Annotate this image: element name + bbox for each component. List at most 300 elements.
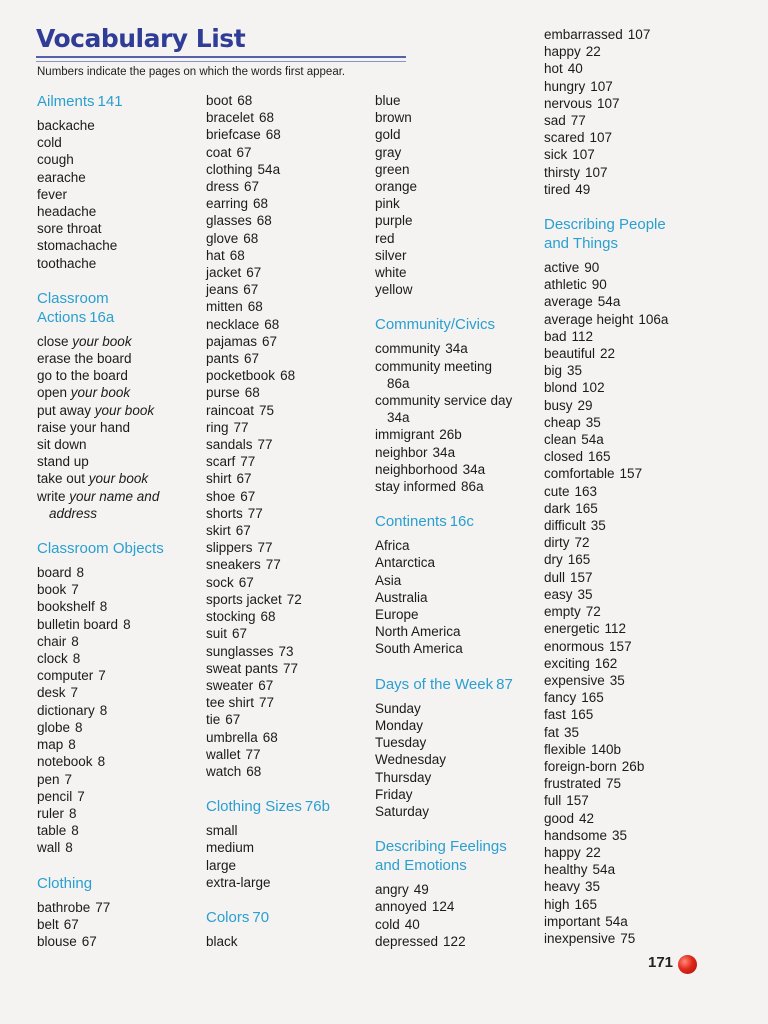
page-ref: 165 xyxy=(581,690,604,706)
word-list xyxy=(206,933,366,950)
section-colors-continued xyxy=(375,92,540,298)
vocab-word: busy xyxy=(544,397,573,413)
section-feelings xyxy=(375,837,540,950)
page-ref: 73 xyxy=(278,643,294,659)
page-ref: 77 xyxy=(259,695,275,711)
page-number: 171 xyxy=(648,954,674,971)
vocab-word: full xyxy=(544,793,562,809)
vocab-word: dry xyxy=(544,552,563,568)
vocab-item xyxy=(37,667,197,684)
vocab-word: fast xyxy=(544,707,566,723)
vocab-word: shoe xyxy=(206,488,236,504)
vocab-word: energetic xyxy=(544,621,600,637)
vocab-item xyxy=(206,522,366,539)
vocab-item xyxy=(206,316,366,333)
vocab-word: scarf xyxy=(206,454,236,470)
section-heading: Community/Civics xyxy=(375,316,496,334)
vocab-item xyxy=(206,625,366,642)
vocab-item: large xyxy=(206,857,237,873)
vocab-word: fat xyxy=(544,724,560,740)
section-heading: Classroom Objects xyxy=(37,540,164,558)
vocab-item: Wednesday xyxy=(375,752,447,768)
section-clothing xyxy=(37,874,197,951)
page-ref: 34a xyxy=(387,410,410,426)
vocab-word: closed xyxy=(544,449,584,465)
word-list xyxy=(37,333,197,522)
vocab-word: tee shirt xyxy=(206,695,255,711)
vocab-word: easy xyxy=(544,586,573,602)
page-ref: 106a xyxy=(638,311,669,327)
vocab-item: Asia xyxy=(375,572,402,588)
page-ref: 77 xyxy=(257,540,273,556)
vocab-word: inexpensive xyxy=(544,930,616,946)
vocab-item: Sunday xyxy=(375,700,421,716)
vocab-item xyxy=(544,328,744,345)
vocab-item: South America xyxy=(375,641,463,657)
vocab-item xyxy=(37,805,197,822)
page-ref: 67 xyxy=(81,933,97,949)
vocab-item xyxy=(544,741,744,758)
section-feelings-continued xyxy=(544,26,744,198)
vocab-word: foreign-born xyxy=(544,758,617,774)
vocab-word: fancy xyxy=(544,690,577,706)
page-ref: 77 xyxy=(283,660,299,676)
vocab-item: Thursday xyxy=(375,769,432,785)
vocab-item xyxy=(206,367,366,384)
vocab-item xyxy=(206,763,366,780)
vocab-word: sad xyxy=(544,113,566,129)
vocab-word: chair xyxy=(37,633,67,649)
vocab-item xyxy=(375,426,540,443)
vocab-word: ruler xyxy=(37,805,65,821)
page-ref: 107 xyxy=(627,27,651,42)
page-ref: 35 xyxy=(585,879,601,895)
page-ref: 75 xyxy=(606,776,622,792)
section-clothing-continued xyxy=(206,92,366,780)
vocab-item xyxy=(544,878,744,895)
vocab-item xyxy=(375,375,540,392)
page-ref: 8 xyxy=(97,754,106,770)
column-3 xyxy=(375,92,540,967)
vocab-item xyxy=(37,633,197,650)
vocab-word: purse xyxy=(206,385,240,401)
vocab-word: sweat pants xyxy=(206,660,279,676)
page-ref: 68 xyxy=(256,213,272,229)
page-ref: 72 xyxy=(574,535,590,551)
vocab-word: athletic xyxy=(544,277,587,293)
section-heading: Classroom Actions 16a xyxy=(37,289,115,326)
vocab-item xyxy=(375,898,540,915)
page-ref: 67 xyxy=(236,144,252,160)
vocab-item xyxy=(544,146,744,163)
page-ref: 162 xyxy=(594,655,618,671)
vocab-word: cold xyxy=(375,916,400,932)
vocab-item: cough xyxy=(37,152,74,168)
vocab-item: raise your hand xyxy=(37,419,131,435)
vocab-word: blond xyxy=(544,380,578,396)
vocab-word: mitten xyxy=(206,299,243,315)
page-ref: 165 xyxy=(588,449,611,465)
vocab-item xyxy=(544,827,744,844)
vocab-word: thirsty xyxy=(544,164,581,180)
vocab-word: bookshelf xyxy=(37,599,95,615)
section-describing-people xyxy=(544,215,744,947)
vocab-item xyxy=(544,638,744,655)
vocab-word: high xyxy=(544,896,570,912)
vocab-word: clean xyxy=(544,432,577,448)
vocab-word: briefcase xyxy=(206,127,261,143)
section-heading: Clothing xyxy=(37,874,93,892)
vocab-word: neighborhood xyxy=(375,461,458,477)
page-ref: 107 xyxy=(585,164,608,180)
vocab-item xyxy=(544,792,744,809)
vocab-item xyxy=(206,178,366,195)
vocab-word: boot xyxy=(206,93,233,108)
page-ref: 90 xyxy=(591,277,607,293)
vocab-word: hat xyxy=(206,247,225,263)
vocab-word: average xyxy=(544,294,593,310)
vocab-word: wall xyxy=(37,840,61,856)
page-ref: 34a xyxy=(432,444,456,460)
page-ref: 68 xyxy=(244,385,260,401)
vocab-item: purple xyxy=(375,213,413,229)
page-ref: 67 xyxy=(63,916,79,932)
vocab-word: pocketbook xyxy=(206,368,276,384)
page-ref: 112 xyxy=(571,328,594,344)
vocab-item xyxy=(37,788,197,805)
vocab-word: pajamas xyxy=(206,333,258,349)
page-ref: 54a xyxy=(581,432,604,448)
vocab-word: notebook xyxy=(37,754,93,770)
vocab-item: Saturday xyxy=(375,803,430,819)
vocab-word: dark xyxy=(544,500,571,516)
page-ref: 68 xyxy=(262,729,278,745)
vocab-item xyxy=(375,461,540,478)
vocab-item xyxy=(544,26,744,43)
vocab-item xyxy=(544,362,744,379)
vocab-item xyxy=(206,470,366,487)
vocab-item: Friday xyxy=(375,786,413,802)
vocab-item xyxy=(37,684,197,701)
page-ref: 7 xyxy=(77,788,85,804)
vocab-word: depressed xyxy=(375,933,439,949)
page-ref: 67 xyxy=(258,677,274,693)
column-2 xyxy=(206,92,366,967)
vocab-word: umbrella xyxy=(206,729,258,745)
vocab-word: skirt xyxy=(206,523,231,539)
vocab-word: pencil xyxy=(37,788,73,804)
vocab-item xyxy=(206,195,366,212)
vocab-word: heavy xyxy=(544,879,581,895)
page-ref: 163 xyxy=(574,483,598,499)
page-title: Vocabulary List xyxy=(36,24,246,53)
vocab-word: slippers xyxy=(206,540,253,556)
page-ref: 54a xyxy=(592,862,616,878)
vocab-word: dirty xyxy=(544,535,570,551)
vocab-word: bulletin board xyxy=(37,616,119,632)
vocab-item xyxy=(37,933,197,950)
vocab-word: suit xyxy=(206,626,228,642)
vocab-item: Africa xyxy=(375,538,410,554)
vocab-item xyxy=(544,930,744,947)
vocab-item xyxy=(544,861,744,878)
section-heading: Continents 16c xyxy=(375,513,474,531)
vocab-item xyxy=(375,358,540,375)
vocab-item: red xyxy=(375,230,395,246)
vocab-item xyxy=(37,736,197,753)
page-ref: 77 xyxy=(245,746,261,762)
page-ref: 8 xyxy=(76,565,85,581)
page-ref: 90 xyxy=(584,260,600,276)
page-ref: 35 xyxy=(590,518,606,534)
page-ref: 68 xyxy=(229,247,245,263)
vocab-item xyxy=(37,581,197,598)
vocab-item xyxy=(206,591,366,608)
vocab-item xyxy=(37,771,197,788)
page-ref: 77 xyxy=(265,557,281,573)
vocab-item xyxy=(206,711,366,728)
vocab-item xyxy=(544,129,744,146)
vocab-word: enormous xyxy=(544,638,605,654)
page-ref: 26b xyxy=(621,758,645,774)
vocab-word: good xyxy=(544,810,575,826)
word-list xyxy=(375,881,540,950)
vocab-item xyxy=(206,488,366,505)
vocab-word: sneakers xyxy=(206,557,261,573)
page-ref: 124 xyxy=(431,899,455,915)
page-ref: 68 xyxy=(265,127,281,143)
vocab-word: important xyxy=(544,913,601,929)
page-ref: 77 xyxy=(257,437,273,453)
vocab-item xyxy=(206,109,366,126)
vocab-word: cheap xyxy=(544,414,581,430)
vocab-word: community service day xyxy=(375,393,513,409)
vocab-item xyxy=(37,564,197,581)
word-list xyxy=(544,26,744,198)
vocab-item xyxy=(544,112,744,129)
vocab-item xyxy=(375,478,540,495)
vocab-item: green xyxy=(375,161,410,177)
vocab-item xyxy=(37,753,197,770)
section-heading: Clothing Sizes 76b xyxy=(206,798,330,816)
vocab-item xyxy=(206,694,366,711)
vocab-word: hungry xyxy=(544,78,586,94)
page-ref: 68 xyxy=(280,368,296,384)
vocab-item: medium xyxy=(206,840,255,856)
vocab-item: cold xyxy=(37,135,62,151)
vocab-word: shorts xyxy=(206,505,243,521)
vocab-item xyxy=(544,448,744,465)
vocab-word: empty xyxy=(544,604,581,620)
vocab-word: jeans xyxy=(206,282,239,298)
section-days-of-week xyxy=(375,675,540,820)
red-dot-icon xyxy=(678,955,697,974)
page-ref: 107 xyxy=(597,95,620,111)
vocab-item xyxy=(544,276,744,293)
vocab-word: scared xyxy=(544,130,585,146)
section-heading: Days of the Week 87 xyxy=(375,675,513,693)
page-ref: 49 xyxy=(575,181,591,197)
page-ref: 75 xyxy=(620,930,636,946)
vocab-item: stand up xyxy=(37,454,89,470)
page-ref: 68 xyxy=(260,609,276,625)
vocab-item xyxy=(544,586,744,603)
vocab-item xyxy=(206,126,366,143)
page-ref: 165 xyxy=(567,552,591,568)
vocab-item xyxy=(544,517,744,534)
page-ref: 7 xyxy=(71,582,79,598)
vocab-item: erase the board xyxy=(37,351,132,367)
vocab-item: put away your book xyxy=(37,402,155,418)
page-ref: 107 xyxy=(590,78,613,94)
page-ref: 8 xyxy=(65,840,73,856)
word-list xyxy=(544,259,744,947)
vocab-item: gray xyxy=(375,144,402,160)
vocab-item xyxy=(544,689,744,706)
vocab-item: Europe xyxy=(375,607,419,623)
vocab-item xyxy=(206,281,366,298)
page-ref: 54a xyxy=(597,294,621,310)
vocab-item xyxy=(544,345,744,362)
vocab-word: desk xyxy=(37,685,66,701)
vocab-item xyxy=(375,409,540,426)
page-ref: 54a xyxy=(605,913,628,929)
page-ref: 68 xyxy=(264,316,280,332)
page-ref: 140b xyxy=(591,741,622,757)
section-classroom-actions xyxy=(37,289,197,522)
vocab-item xyxy=(206,247,366,264)
vocab-word: pants xyxy=(206,351,240,367)
vocab-item: open your book xyxy=(37,385,131,401)
page-ref: 68 xyxy=(237,93,253,108)
word-list xyxy=(206,92,366,780)
page-ref: 35 xyxy=(564,724,580,740)
vocab-item xyxy=(544,483,744,500)
vocab-item xyxy=(544,60,744,77)
vocab-item xyxy=(544,379,744,396)
vocab-item xyxy=(544,655,744,672)
page-ref: 157 xyxy=(570,569,593,585)
page-ref: 68 xyxy=(243,230,259,246)
vocab-word: belt xyxy=(37,916,59,932)
vocab-item xyxy=(544,397,744,414)
vocab-item xyxy=(206,384,366,401)
vocab-item: sore throat xyxy=(37,221,102,237)
vocab-item xyxy=(37,598,197,615)
vocab-item xyxy=(544,95,744,112)
page-ref: 77 xyxy=(247,505,263,521)
page-ref: 35 xyxy=(577,586,593,602)
vocab-word: hot xyxy=(544,61,563,77)
vocab-word: active xyxy=(544,260,580,276)
vocab-item xyxy=(544,551,744,568)
page-ref: 67 xyxy=(235,523,251,539)
vocab-word: sports jacket xyxy=(206,591,282,607)
vocab-item: stomachache xyxy=(37,238,118,254)
vocab-word: stay informed xyxy=(375,479,457,495)
vocab-word: angry xyxy=(375,882,409,898)
vocab-word: table xyxy=(37,823,67,839)
page-ref: 165 xyxy=(574,896,598,912)
vocab-word: dull xyxy=(544,569,566,585)
page-ref: 35 xyxy=(612,827,628,843)
vocab-item xyxy=(544,43,744,60)
page-ref: 54a xyxy=(257,161,281,177)
page-ref: 165 xyxy=(575,500,598,516)
page-ref: 7 xyxy=(98,668,106,684)
vocab-word: average height xyxy=(544,311,634,327)
vocab-item: black xyxy=(206,933,238,949)
vocab-word: ring xyxy=(206,419,229,435)
vocab-item xyxy=(375,916,540,933)
vocab-item xyxy=(37,822,197,839)
vocab-item xyxy=(206,298,366,315)
vocab-item: North America xyxy=(375,624,461,640)
vocab-item xyxy=(37,702,197,719)
page-ref: 75 xyxy=(259,402,275,418)
page-ref: 67 xyxy=(244,179,260,195)
vocab-word: wallet xyxy=(206,746,241,762)
vocab-item xyxy=(375,444,540,461)
page-ref: 8 xyxy=(99,702,108,718)
page-ref: 67 xyxy=(262,333,278,349)
section-community xyxy=(375,315,540,495)
vocab-item xyxy=(206,746,366,763)
page-ref: 22 xyxy=(585,44,601,60)
page-ref: 22 xyxy=(600,346,616,362)
vocab-item xyxy=(206,677,366,694)
vocab-item xyxy=(544,706,744,723)
vocab-item xyxy=(544,672,744,689)
vocab-item xyxy=(544,181,744,198)
word-list xyxy=(37,564,197,856)
vocab-item xyxy=(206,144,366,161)
vocab-item: yellow xyxy=(375,282,413,298)
vocab-word: happy xyxy=(544,844,581,860)
page-ref: 8 xyxy=(69,805,77,821)
vocab-word: expensive xyxy=(544,672,605,688)
vocab-word: book xyxy=(37,582,67,598)
vocab-item: earache xyxy=(37,169,86,185)
vocab-item: toothache xyxy=(37,255,97,271)
page-ref: 77 xyxy=(240,454,256,470)
vocab-item xyxy=(37,839,197,856)
vocab-item xyxy=(206,505,366,522)
page-ref: 8 xyxy=(99,599,108,615)
page-ref: 34a xyxy=(462,461,486,477)
page-ref: 7 xyxy=(64,771,73,787)
vocab-item xyxy=(206,539,366,556)
page-ref: 72 xyxy=(286,591,302,607)
page-ref: 107 xyxy=(589,130,613,146)
vocab-word: sick xyxy=(544,147,568,163)
vocab-word: glove xyxy=(206,230,239,246)
vocab-item xyxy=(544,78,744,95)
vocab-word: annoyed xyxy=(375,899,427,915)
page-ref: 77 xyxy=(95,899,111,915)
word-list xyxy=(375,92,540,298)
vocab-item: fever xyxy=(37,186,68,202)
word-list xyxy=(206,822,366,891)
page-ref: 34a xyxy=(445,341,468,357)
vocab-word: immigrant xyxy=(375,427,435,443)
vocab-word: bathrobe xyxy=(37,899,91,915)
vocab-item: silver xyxy=(375,247,407,263)
vocab-item: address xyxy=(49,505,98,521)
vocab-item xyxy=(206,419,366,436)
page-ref: 67 xyxy=(238,574,254,590)
section-clothing-sizes xyxy=(206,797,366,891)
